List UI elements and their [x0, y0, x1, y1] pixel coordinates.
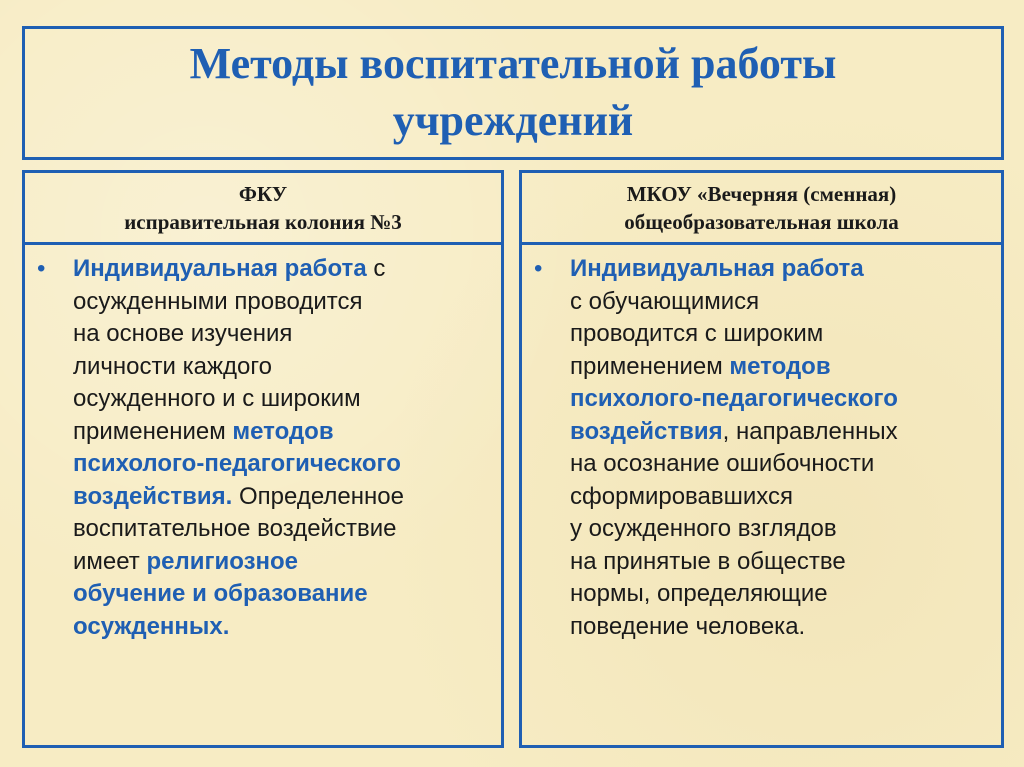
text-run: на основе изучения: [73, 320, 293, 347]
left-column-header: [25, 173, 501, 245]
left-line-1: [73, 253, 493, 286]
left-line-8: [73, 481, 493, 514]
highlight: психолого-педагогического: [570, 385, 898, 412]
right-line-10: [570, 546, 993, 579]
right-line-5: [570, 383, 993, 416]
right-line-9: [570, 513, 993, 546]
slide-title: [25, 35, 1001, 149]
text-run: осужденного и с широким: [73, 385, 361, 412]
right-column: [519, 170, 1004, 748]
right-header-line-2: общеобразовательная школа: [624, 210, 899, 234]
left-line-6: [73, 416, 493, 449]
left-line-12: [73, 611, 493, 644]
left-line-7: [73, 448, 493, 481]
left-line-10: [73, 546, 493, 579]
left-header-line-1: ФКУ: [238, 182, 288, 206]
left-line-9: [73, 513, 493, 546]
text-run: поведение человека.: [570, 612, 806, 640]
right-line-2: [570, 286, 993, 319]
right-line-4: [570, 351, 993, 384]
text-run: личности каждого: [73, 352, 272, 380]
left-column: [22, 170, 504, 748]
text-run: на осознание ошибочности: [570, 450, 875, 477]
highlight: Индивидуальная работа: [570, 255, 864, 282]
text-run: Определенное: [232, 482, 404, 510]
text-run: с: [366, 255, 386, 282]
highlight: обучение и образование: [73, 580, 368, 607]
text-run: воспитательное воздействие: [73, 515, 397, 542]
right-column-body: [534, 253, 993, 643]
left-column-body: [37, 253, 493, 643]
text-run: проводится с широким: [570, 320, 824, 347]
right-text: [570, 253, 993, 643]
right-line-6: [570, 416, 993, 449]
right-header-line-1: МКОУ «Вечерняя (сменная): [626, 182, 897, 206]
right-line-11: [570, 578, 993, 611]
right-line-1: [570, 253, 993, 286]
title-line-2: учреждений: [392, 96, 634, 145]
left-line-3: [73, 318, 493, 351]
highlight: осужденных.: [73, 612, 230, 640]
left-header-line-2: исправительная колония №3: [124, 210, 402, 234]
highlight: Индивидуальная работа: [73, 255, 367, 282]
text-run: на принятые в обществе: [570, 547, 846, 575]
left-bullet: •: [37, 255, 46, 282]
right-bullet: •: [534, 255, 543, 282]
left-line-2: [73, 286, 493, 319]
text-run: осужденными проводится: [73, 287, 363, 315]
highlight: религиозное: [146, 547, 299, 575]
left-line-4: [73, 351, 493, 384]
right-line-12: [570, 611, 993, 644]
text-run: , направленных: [722, 417, 898, 445]
right-column-header: [522, 173, 1001, 245]
right-line-3: [570, 318, 993, 351]
title-box: [22, 26, 1004, 160]
left-text: [73, 253, 493, 643]
highlight: методов: [729, 352, 831, 380]
text-run: нормы, определяющие: [570, 580, 828, 607]
highlight: воздействия: [570, 417, 723, 445]
text-run: у осужденного взглядов: [570, 515, 837, 542]
title-line-1: Методы воспитательной работы: [189, 39, 837, 88]
highlight: воздействия.: [73, 482, 233, 510]
text-run: сформировавшихся: [570, 482, 794, 510]
highlight: психолого-педагогического: [73, 450, 401, 477]
left-line-11: [73, 578, 493, 611]
text-run: с обучающимися: [570, 287, 760, 315]
right-line-7: [570, 448, 993, 481]
text-run: имеет: [73, 547, 147, 575]
right-line-8: [570, 481, 993, 514]
text-run: применением: [73, 417, 233, 445]
left-line-5: [73, 383, 493, 416]
text-run: применением: [570, 352, 730, 380]
highlight: методов: [232, 417, 334, 445]
